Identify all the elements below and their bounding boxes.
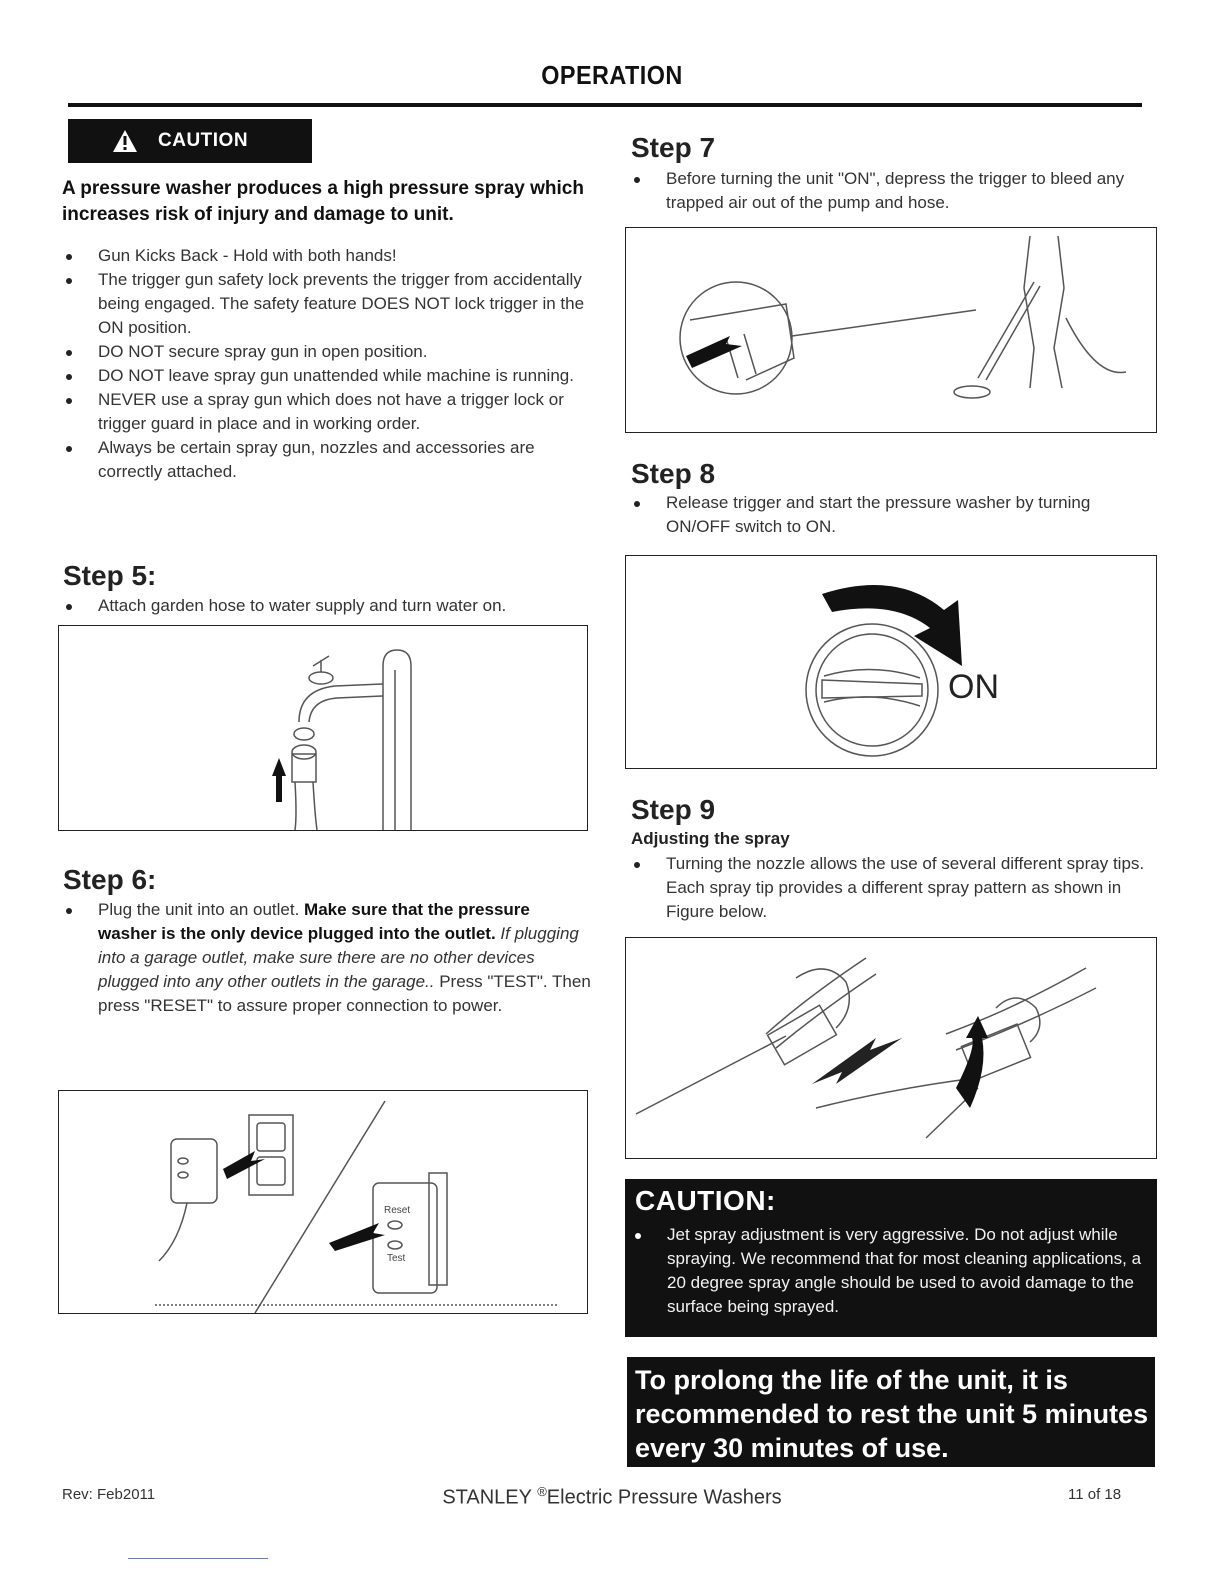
trigger-bleed-illustration	[626, 228, 1156, 432]
caution-bullet: Gun Kicks Back - Hold with both hands!	[62, 244, 592, 268]
prolong-line-2: recommended to rest the unit 5 minutes after	[635, 1399, 1215, 1429]
warning-triangle-icon	[112, 129, 138, 153]
step6-text-a: Plug the unit into an outlet.	[98, 900, 300, 919]
on-switch-illustration	[626, 556, 1156, 768]
step6-text-italic: If plugging into a garage outlet, make sure there are no other devices plugged into any other outlets in the garage..	[98, 924, 579, 991]
caution-bullet: Always be certain spray gun, nozzles and accessories are correctly attached.	[62, 436, 592, 484]
spray-caution-heading: CAUTION:	[635, 1185, 776, 1216]
step9-heading: Step 9	[631, 794, 716, 825]
caution-bullet-list	[62, 244, 592, 484]
step5-text: Attach garden hose to water supply and turn water on.	[62, 594, 592, 618]
prolong-life-box	[627, 1357, 1215, 1467]
step6-figure	[58, 1090, 588, 1314]
spray-caution-list	[631, 1223, 1147, 1319]
bullet-dot	[66, 908, 72, 914]
step7-list	[630, 167, 1130, 215]
footer-registered-mark: ®	[537, 1484, 547, 1499]
footer-brand-line	[0, 1484, 1224, 1510]
step5-figure	[58, 625, 588, 831]
step5-list	[62, 594, 592, 618]
step8-heading: Step 8	[631, 458, 716, 489]
title-rule	[68, 103, 1142, 107]
step6-heading: Step 6:	[63, 864, 157, 895]
prolong-line-1: To prolong the life of the unit, it is	[635, 1365, 1068, 1395]
step6-paragraph	[62, 898, 592, 1018]
outlet-plug-illustration	[59, 1091, 587, 1313]
footer-revision: Rev: Feb2011	[62, 1486, 156, 1503]
spray-caution-box	[625, 1179, 1157, 1337]
step9-subheading: Adjusting the spray	[631, 829, 790, 848]
step7-text: Before turning the unit "ON", depress the trigger to bleed any trapped air out of the pump and hose.	[630, 167, 1130, 215]
on-label: ON	[948, 668, 999, 706]
reset-label: Reset	[384, 1205, 411, 1216]
footer-blue-line	[128, 1558, 268, 1559]
spray-caution-text: Jet spray adjustment is very aggressive. Do not adjust while spraying. We recommend that for most cleaning applications, a 20 degree spray angle should be used to avoid damage to the surface being sprayed.	[631, 1223, 1147, 1319]
step6-text-bold: Make sure that the pressure washer is the only device plugged into the outlet.	[98, 900, 530, 943]
step8-list	[630, 491, 1130, 539]
step7-figure	[625, 227, 1157, 433]
step9-list	[630, 852, 1150, 924]
prolong-line-3: every 30 minutes of use.	[635, 1433, 949, 1463]
caution-bullet: The trigger gun safety lock prevents the trigger from accidentally being engaged. The safety feature DOES NOT lock trigger in the ON position.	[62, 268, 592, 340]
footer-brand: STANLEY	[442, 1486, 532, 1509]
footer-product: Electric Pressure Washers	[546, 1486, 782, 1509]
step8-text: Release trigger and start the pressure washer by turning ON/OFF switch to ON.	[630, 491, 1130, 539]
nozzle-adjust-illustration	[626, 938, 1156, 1158]
caution-bullet: DO NOT leave spray gun unattended while machine is running.	[62, 364, 592, 388]
step9-figure	[625, 937, 1157, 1159]
caution-banner	[68, 119, 312, 163]
step5-heading: Step 5:	[63, 560, 157, 591]
caution-bullet: DO NOT secure spray gun in open position.	[62, 340, 592, 364]
faucet-hose-illustration	[59, 626, 587, 830]
caution-label: CAUTION	[158, 130, 249, 151]
caution-bullet: NEVER use a spray gun which does not have a trigger lock or trigger guard in place and in working order.	[62, 388, 592, 436]
step7-heading: Step 7	[631, 132, 716, 163]
caution-lead-text: A pressure washer produces a high pressure spray which increases risk of injury and damage to unit.	[62, 178, 584, 225]
test-label: Test	[387, 1253, 406, 1264]
page-title: OPERATION	[541, 60, 683, 90]
step6-text-b: Press "TEST". Then press "RESET" to assure proper connection to power.	[98, 972, 591, 1015]
footer-page-number: 11 of 18	[1068, 1486, 1122, 1503]
step8-figure	[625, 555, 1157, 769]
step9-text: Turning the nozzle allows the use of several different spray tips. Each spray tip provides a different spray pattern as shown in Figure below.	[630, 852, 1150, 924]
